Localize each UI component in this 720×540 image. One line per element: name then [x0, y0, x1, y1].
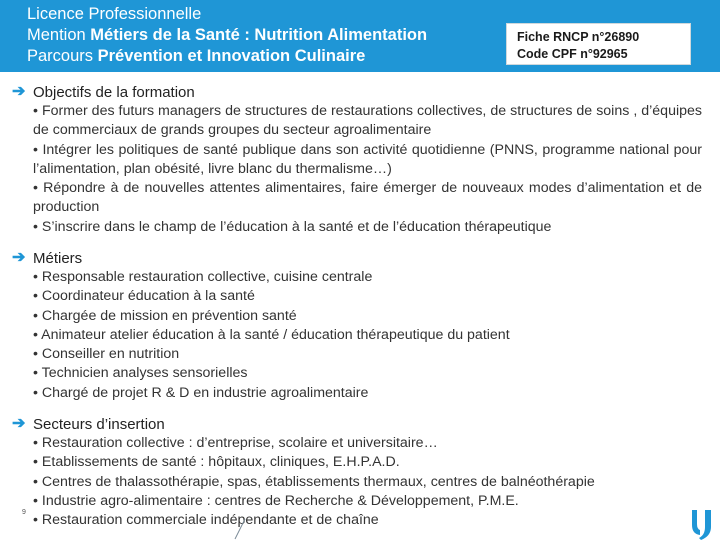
university-logo-icon	[688, 507, 716, 540]
list-item: • Restauration collective : d’entreprise, scolaire et universitaire…	[33, 435, 438, 451]
right-arrow-icon: ➔	[12, 83, 26, 100]
rncp-number: Fiche RNCP n°26890	[517, 30, 640, 44]
section-objectifs	[12, 82, 702, 237]
page-title	[27, 4, 427, 67]
section-header	[12, 82, 702, 102]
section-header	[12, 414, 702, 434]
section-title: Secteurs d’insertion	[33, 416, 165, 433]
decorative-slash-icon	[233, 518, 247, 540]
list-item: • Centres de thalassothérapie, spas, établissements thermaux, centres de balnéothérapie	[33, 473, 595, 490]
list-item: • Animateur atelier éducation à la santé / éducation thérapeutique du patient	[33, 326, 510, 343]
section-items	[33, 434, 702, 530]
cpf-code: Code CPF n°92965	[517, 47, 628, 61]
rncp-info-box	[506, 23, 691, 65]
list-item: • Coordinateur éducation à la santé	[33, 288, 255, 305]
right-arrow-icon: ➔	[12, 415, 26, 432]
list-item: • Intégrer les politiques de santé publique dans son activité quotidienne (PNNS, programme national pour l’alimentation, plan obésité, livre blanc du thermalisme…)	[33, 141, 702, 177]
list-item: • Etablissements de santé : hôpitaux, cliniques, E.H.P.A.D.	[33, 454, 400, 471]
section-title: Métiers	[33, 250, 83, 267]
section-title: Objectifs de la formation	[33, 84, 195, 101]
section-metiers	[12, 248, 702, 403]
section-secteurs	[12, 414, 702, 530]
list-item: • Responsable restauration collective, cuisine centrale	[33, 269, 373, 285]
title-line-2: Mention Métiers de la Santé : Nutrition Alimentation	[27, 26, 428, 44]
section-items	[33, 102, 702, 237]
list-item: • Conseiller en nutrition	[33, 346, 180, 363]
list-item: • Former des futurs managers de structures de restaurations collectives, de structures de soins , d’équipes de commerciaux de grands groupes du secteur agroalimentaire	[33, 103, 702, 139]
title-line-1: Licence Professionnelle	[27, 5, 202, 23]
page-number: 9	[22, 509, 26, 516]
section-items	[33, 268, 702, 403]
right-arrow-icon: ➔	[12, 249, 26, 266]
section-header	[12, 248, 702, 268]
title-line-3: Parcours Prévention et Innovation Culinaire	[27, 47, 366, 65]
list-item: • Technicien analyses sensorielles	[33, 365, 248, 382]
header-banner	[0, 0, 720, 72]
list-item: • Répondre à de nouvelles attentes alimentaires, faire émerger de nouveaux modes d’alimentation et de production	[33, 180, 702, 216]
list-item: • Chargé de projet R & D en industrie agroalimentaire	[33, 384, 369, 401]
list-item: • Chargée de mission en prévention santé	[33, 307, 297, 324]
list-item: • S’inscrire dans le champ de l’éducation à la santé et de l’éducation thérapeutique	[33, 218, 552, 235]
list-item: • Industrie agro-alimentaire : centres de Recherche & Développement, P.M.E.	[33, 492, 519, 509]
list-item: • Restauration commerciale indépendante et de chaîne	[33, 512, 379, 529]
